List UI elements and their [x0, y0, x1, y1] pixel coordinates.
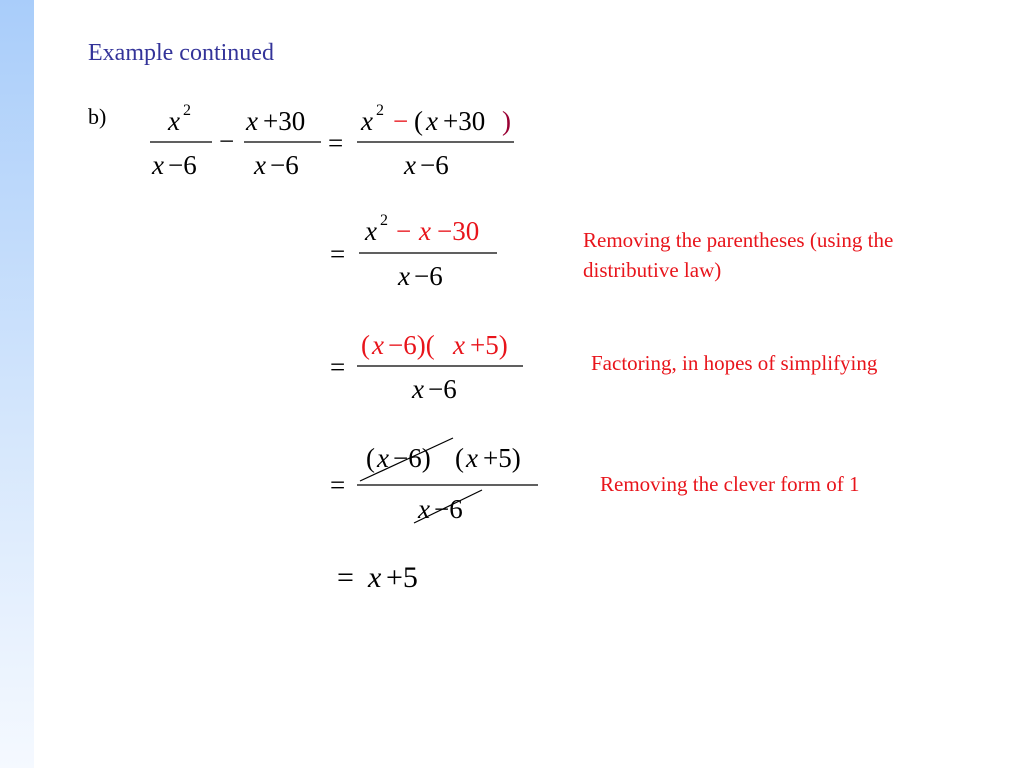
svg-text:−30: −30 [437, 216, 480, 246]
svg-text:−6): −6) [393, 443, 431, 473]
svg-text:+30: +30 [263, 106, 306, 136]
svg-text:x: x [418, 494, 430, 524]
svg-text:(: ( [361, 330, 370, 360]
svg-text:=: = [330, 470, 346, 500]
annotation-cancel: Removing the clever form of 1 [600, 472, 860, 496]
svg-text:x: x [412, 374, 424, 404]
svg-text:x: x [466, 443, 478, 473]
svg-text:2: 2 [376, 102, 384, 119]
svg-text:=: = [337, 561, 354, 594]
svg-text:+5: +5 [386, 561, 418, 594]
equation-line-5 [337, 561, 418, 594]
svg-text:2: 2 [183, 102, 191, 119]
svg-text:): ) [502, 106, 511, 136]
svg-text:−6: −6 [434, 494, 463, 524]
svg-text:−6: −6 [420, 150, 449, 180]
svg-text:x: x [453, 330, 465, 360]
svg-text:x: x [152, 150, 164, 180]
equation-line-4 [330, 438, 538, 524]
svg-text:(: ( [455, 443, 464, 473]
svg-text:=: = [330, 239, 346, 269]
svg-text:x: x [398, 261, 410, 291]
svg-text:x: x [168, 106, 180, 136]
svg-text:(: ( [366, 443, 375, 473]
annotation-factoring: Factoring, in hopes of simplifying [591, 351, 878, 375]
svg-text:+5): +5) [483, 443, 521, 473]
svg-text:(: ( [414, 106, 423, 136]
svg-text:x: x [419, 216, 431, 246]
svg-text:−: − [219, 126, 235, 156]
svg-text:=: = [328, 128, 344, 158]
svg-text:2: 2 [380, 212, 388, 229]
svg-text:−: − [393, 106, 409, 136]
svg-text:−6: −6 [168, 150, 197, 180]
svg-text:=: = [330, 352, 346, 382]
svg-text:−: − [396, 216, 412, 246]
svg-text:x: x [368, 561, 382, 594]
svg-text:x: x [426, 106, 438, 136]
svg-text:x: x [246, 106, 258, 136]
svg-text:x: x [361, 106, 373, 136]
equation-line-1 [150, 102, 514, 180]
equation-line-2 [330, 212, 497, 291]
svg-text:x: x [372, 330, 384, 360]
equation-line-3 [330, 330, 523, 404]
slide-title: Example continued [88, 40, 274, 66]
annotation-distributive: Removing the parentheses (using the distributive law) [583, 228, 894, 282]
svg-text:x: x [377, 443, 389, 473]
svg-text:x: x [254, 150, 266, 180]
svg-text:−6: −6 [428, 374, 457, 404]
svg-text:+5): +5) [470, 330, 508, 360]
svg-text:+30: +30 [443, 106, 486, 136]
svg-text:−6)(: −6)( [388, 330, 435, 360]
svg-text:x: x [365, 216, 377, 246]
svg-text:−6: −6 [414, 261, 443, 291]
part-label: b) [88, 104, 107, 129]
svg-text:−6: −6 [270, 150, 299, 180]
svg-text:x: x [404, 150, 416, 180]
